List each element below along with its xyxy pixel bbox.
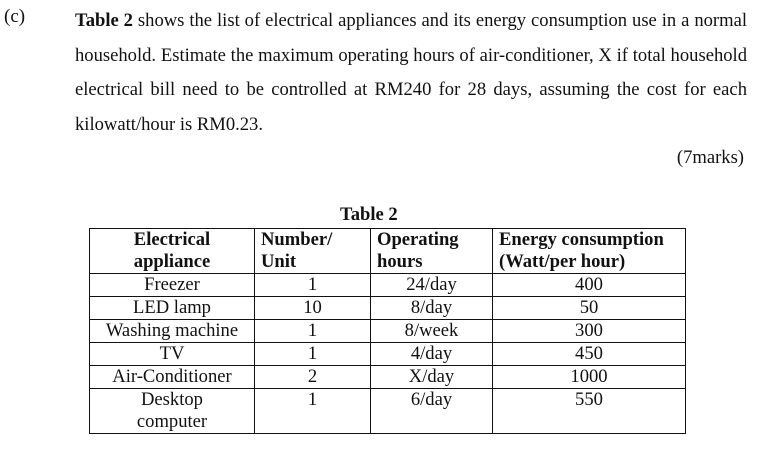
- table-row: [90, 297, 686, 320]
- table-row: [90, 343, 686, 366]
- header-energy-line1: Energy consumption: [499, 229, 664, 250]
- cell-hours: 8/day: [371, 297, 493, 320]
- cell-hours: X/day: [371, 366, 493, 389]
- cell-unit: 1: [255, 343, 371, 366]
- cell-appliance-line2: computer: [136, 411, 208, 432]
- table-row: [90, 366, 686, 389]
- table-reference: Table 2: [75, 10, 133, 31]
- question-label: (c): [4, 6, 26, 27]
- cell-energy: 450: [493, 343, 686, 366]
- cell-hours: 6/day: [371, 389, 493, 434]
- header-appliance-line2: appliance: [133, 251, 211, 272]
- question-paragraph: [75, 4, 747, 142]
- table-row: [90, 274, 686, 297]
- cell-energy: 400: [493, 274, 686, 297]
- cell-appliance-line1: Desktop: [141, 389, 203, 410]
- table-row: [90, 389, 686, 434]
- cell-energy: 1000: [493, 366, 686, 389]
- cell-appliance: Air-Conditioner: [90, 366, 255, 389]
- cell-unit: 10: [255, 297, 371, 320]
- cell-unit: 1: [255, 320, 371, 343]
- cell-hours: 4/day: [371, 343, 493, 366]
- question-text: shows the list of electrical appliances and its energy consumption use in a normal household. Estimate the maximum operating hours of air-conditioner, X if total household electrical bill need to be controlled at RM240 for 28 days, assuming the cost for each kilowatt/hour is RM0.23.: [75, 10, 747, 135]
- header-hours-line2: hours: [377, 251, 423, 272]
- header-unit-line2: Unit: [261, 251, 297, 272]
- header-energy-line2: (Watt/per hour): [499, 251, 626, 272]
- cell-energy: 300: [493, 320, 686, 343]
- cell-energy: 50: [493, 297, 686, 320]
- table-caption: Table 2: [340, 204, 398, 225]
- cell-appliance: TV: [90, 343, 255, 366]
- marks-label: (7marks): [676, 147, 744, 168]
- appliance-table: [89, 228, 686, 434]
- header-appliance-line1: Electrical: [133, 229, 211, 250]
- header-unit: [255, 229, 371, 274]
- table-row: [90, 320, 686, 343]
- table-header-row: [90, 229, 686, 274]
- cell-appliance: [90, 389, 255, 434]
- cell-hours: 8/week: [371, 320, 493, 343]
- cell-unit: 1: [255, 389, 371, 434]
- header-energy: [493, 229, 686, 274]
- cell-energy: 550: [493, 389, 686, 434]
- header-unit-line1: Number/: [261, 229, 333, 250]
- cell-appliance: Washing machine: [90, 320, 255, 343]
- header-hours: [371, 229, 493, 274]
- cell-hours: 24/day: [371, 274, 493, 297]
- cell-unit: 1: [255, 274, 371, 297]
- cell-unit: 2: [255, 366, 371, 389]
- header-hours-line1: Operating: [377, 229, 459, 250]
- cell-appliance: Freezer: [90, 274, 255, 297]
- header-appliance: [90, 229, 255, 274]
- cell-appliance: LED lamp: [90, 297, 255, 320]
